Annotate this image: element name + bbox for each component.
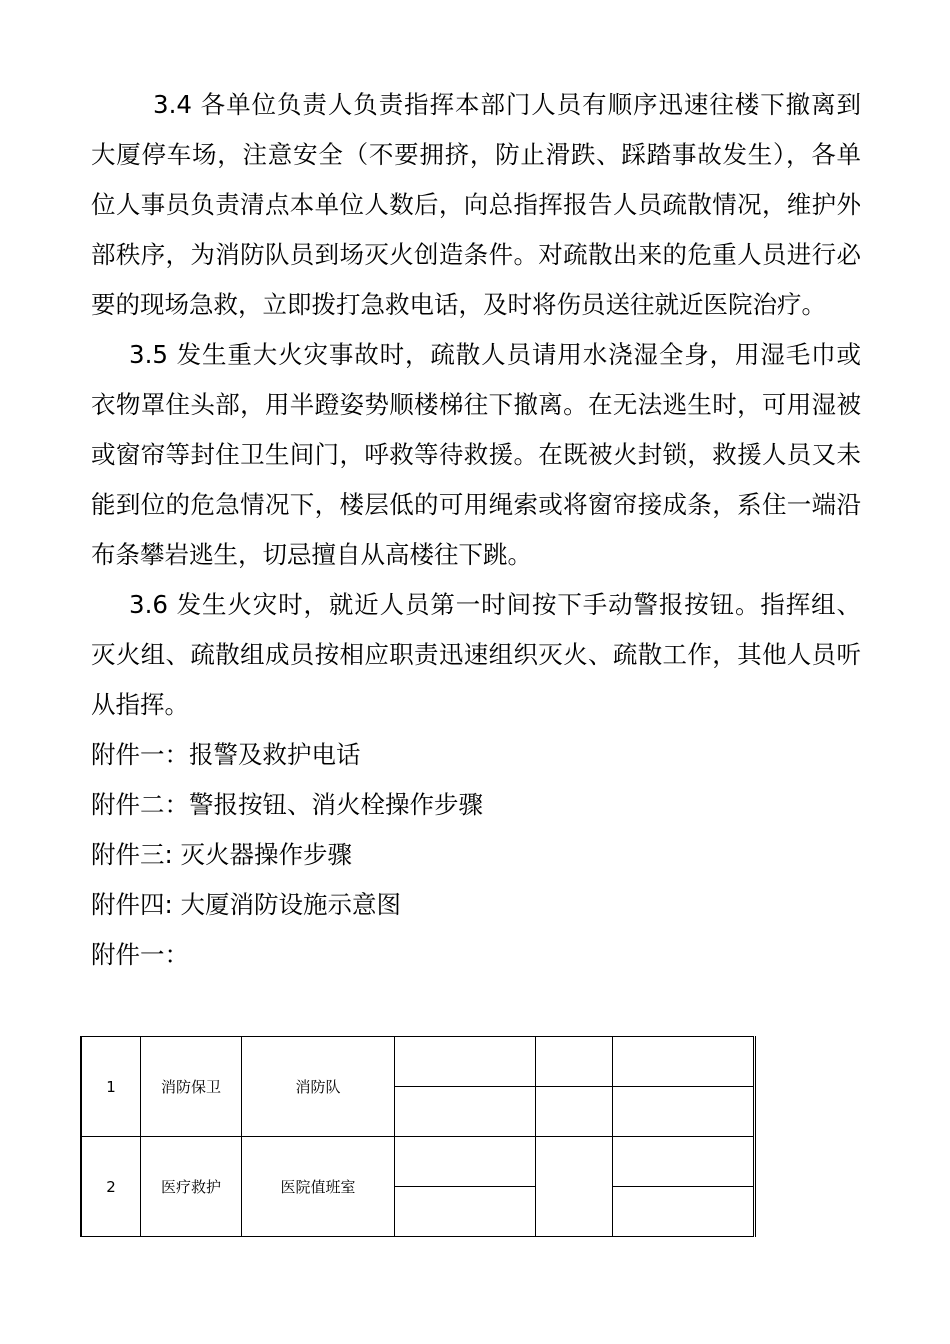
table-cell <box>536 1137 613 1187</box>
service-type: 医疗救护 <box>141 1137 242 1237</box>
table-cell <box>536 1087 613 1137</box>
table-cell <box>395 1087 536 1137</box>
table-row <box>81 1037 755 1087</box>
table-cell <box>613 1087 755 1137</box>
attachment-1: 附件一：报警及救护电话 <box>91 740 361 769</box>
table-cell <box>613 1187 755 1237</box>
attachment-1-heading: 附件一： <box>91 940 189 969</box>
attachment-3: 附件三: 灭火器操作步骤 <box>91 840 353 869</box>
attachment-2: 附件二：警报按钮、消火栓操作步骤 <box>91 790 483 819</box>
attachment-4: 附件四: 大厦消防设施示意图 <box>91 890 402 919</box>
table-cell <box>395 1137 536 1187</box>
service-type: 消防保卫 <box>141 1037 242 1137</box>
paragraph-3-5: 3.5 发生重大火灾事故时，疏散人员请用水浇湿全身，用湿毛巾或衣物罩住头部，用半蹬姿势顺楼梯往下撤离。在无法逃生时，可用湿被或窗帘等封住卫生间门，呼救等待救援。在既被火封锁，救援人员又未能到位的危急情况下，楼层低的可用绳索或将窗帘接成条，系住一端沿布条攀岩逃生，切忌擅自从高楼往下跳。 <box>91 340 861 569</box>
table-cell <box>613 1037 755 1087</box>
table-row <box>81 1137 755 1187</box>
table-cell <box>536 1037 613 1087</box>
emergency-phone-table <box>80 1036 756 1237</box>
service-unit: 医院值班室 <box>242 1137 395 1237</box>
table-cell <box>395 1037 536 1087</box>
row-number: 2 <box>81 1137 141 1237</box>
table-cell <box>613 1137 755 1187</box>
service-unit: 消防队 <box>242 1037 395 1137</box>
document-body <box>91 80 861 980</box>
row-number: 1 <box>81 1037 141 1137</box>
table-cell <box>536 1187 613 1237</box>
table-cell <box>395 1187 536 1237</box>
paragraph-3-6: 3.6 发生火灾时，就近人员第一时间按下手动警报按钮。指挥组、灭火组、疏散组成员按相应职责迅速组织灭火、疏散工作，其他人员听从指挥。 <box>91 590 861 719</box>
paragraph-3-4: 3.4 各单位负责人负责指挥本部门人员有顺序迅速往楼下撤离到大厦停车场，注意安全（不要拥挤，防止滑跌、踩踏事故发生），各单位人事员负责清点本单位人数后，向总指挥报告人员疏散情况，维护外部秩序，为消防队员到场灭火创造条件。对疏散出来的危重人员进行必要的现场急救，立即拨打急救电话，及时将伤员送往就近医院治疗。 <box>91 90 861 319</box>
